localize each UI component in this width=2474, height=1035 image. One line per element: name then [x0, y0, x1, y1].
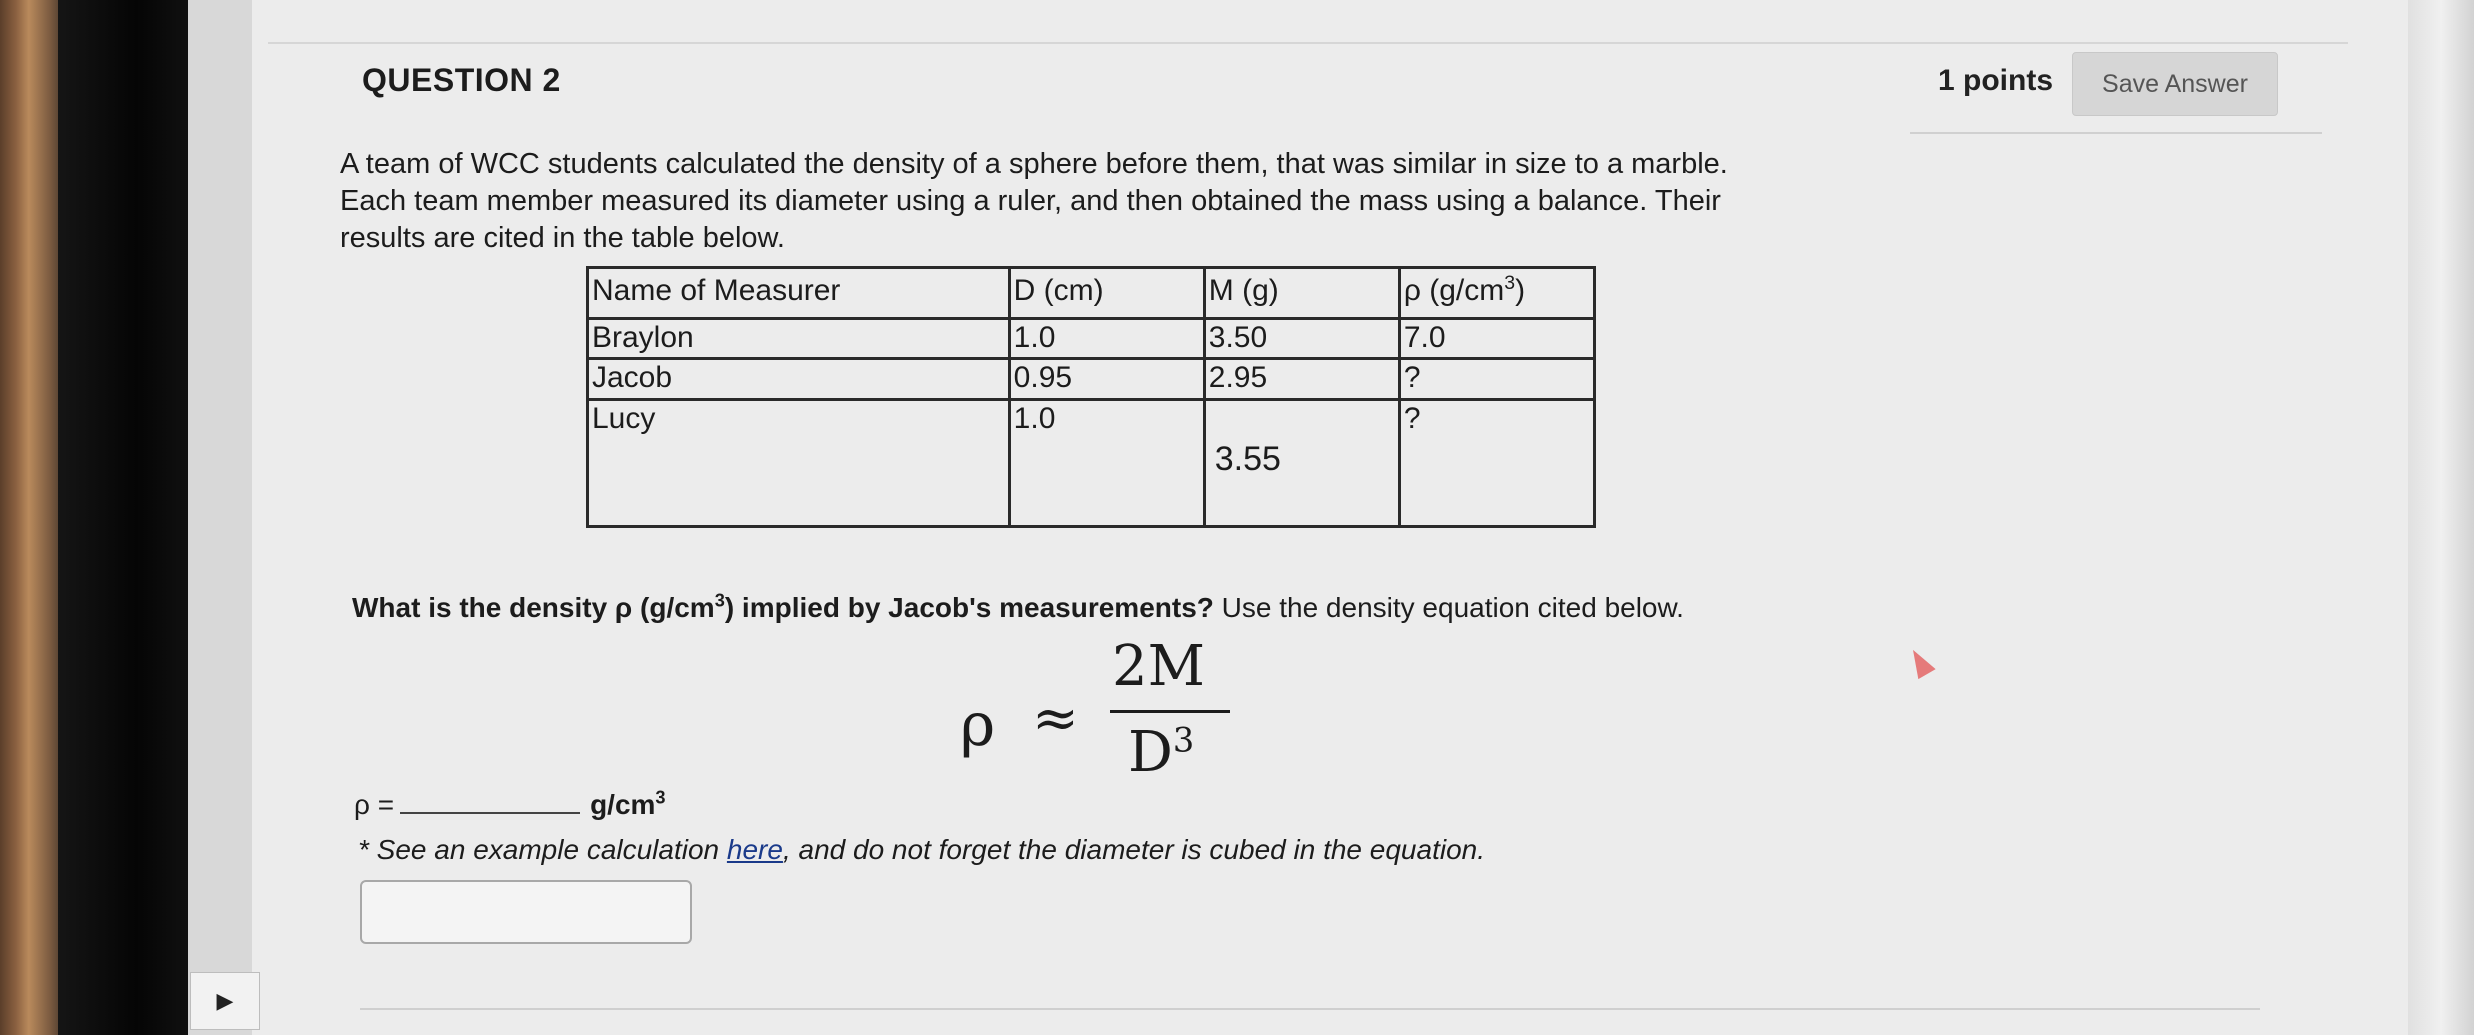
equation-denominator-base: D — [1128, 720, 1173, 785]
answer-unit-exponent: 3 — [655, 787, 666, 808]
intro-line: A team of WCC students calculated the density of a sphere before them, that was similar in size to a marble. — [340, 148, 1728, 180]
header-cell: D (cm) — [1009, 268, 1204, 319]
expand-panel-button[interactable] — [190, 972, 260, 1030]
header-cell: Name of Measurer — [588, 268, 1010, 319]
bottom-divider — [360, 1008, 2260, 1010]
equation-denominator — [1128, 720, 1194, 785]
note-suffix: , and do not forget the diameter is cubed in the equation. — [782, 834, 1485, 865]
table-cell: ? — [1399, 399, 1594, 526]
equation-fraction-bar — [1110, 710, 1230, 713]
intro-line: Each team member measured its diameter using a ruler, and then obtained the mass using a balance. Their — [340, 185, 1721, 217]
table-cell — [1204, 399, 1399, 526]
prompt-bold-tail: ) implied by Jacob's measurements? — [724, 592, 1214, 623]
measurement-table — [586, 266, 1596, 528]
play-arrow-icon: ▶ — [216, 988, 234, 1013]
answer-label: ρ = — [354, 789, 395, 820]
equation-rho: ρ — [960, 690, 996, 760]
table-cell: 1.0 — [1009, 318, 1204, 358]
table-header-row — [588, 268, 1595, 319]
answer-input[interactable] — [360, 880, 692, 944]
header-cell — [1399, 268, 1594, 319]
screen-bezel-dark — [58, 0, 188, 1035]
equation-approx: ≈ — [1032, 686, 1079, 751]
table-cell: Jacob — [588, 359, 1010, 399]
table-row — [588, 318, 1595, 358]
header-exponent: 3 — [1504, 272, 1516, 294]
prompt-plain: Use the density equation cited below. — [1213, 592, 1684, 623]
left-gutter — [188, 0, 253, 1035]
prompt-exponent: 3 — [714, 590, 725, 611]
table-cell: Braylon — [588, 318, 1010, 358]
table-cell: ? — [1399, 359, 1594, 399]
table-row — [588, 359, 1595, 399]
prompt-bold-text: What is the density ρ (g/cm — [352, 592, 715, 623]
prompt-bold — [352, 592, 1214, 623]
table-cell: 3.50 — [1204, 318, 1399, 358]
right-edge — [2408, 0, 2474, 1035]
answer-blank — [400, 788, 580, 814]
table-cell: 1.0 — [1009, 399, 1204, 526]
intro-line: results are cited in the table below. — [340, 222, 785, 254]
table-cell: Lucy — [588, 399, 1010, 526]
header-cell: M (g) — [1204, 268, 1399, 319]
answer-line — [354, 788, 666, 821]
question-intro — [340, 146, 1860, 257]
table-cell-mass: 3.55 — [1214, 439, 1281, 478]
answer-unit — [590, 789, 665, 820]
example-calculation-link[interactable]: here — [726, 834, 783, 865]
points-divider — [1910, 132, 2322, 134]
equation-exponent: 3 — [1172, 720, 1195, 760]
table-cell: 0.95 — [1009, 359, 1204, 399]
example-note — [358, 834, 1485, 866]
header-density-close: ) — [1515, 274, 1526, 307]
table-cell: 2.95 — [1204, 359, 1399, 399]
header-density-label: ρ (g/cm — [1403, 274, 1505, 307]
equation-numerator: 2M — [1112, 634, 1205, 699]
save-answer-button[interactable]: Save Answer — [2072, 52, 2278, 116]
question-title: QUESTION 2 — [362, 62, 561, 98]
table-row — [588, 399, 1595, 526]
table-cell: 7.0 — [1399, 318, 1594, 358]
top-divider — [268, 42, 2348, 44]
note-prefix: * See an example calculation — [358, 834, 727, 865]
density-equation — [960, 620, 1260, 790]
question-points: 1 points — [1938, 64, 2054, 97]
answer-unit-text: g/cm — [590, 789, 656, 820]
